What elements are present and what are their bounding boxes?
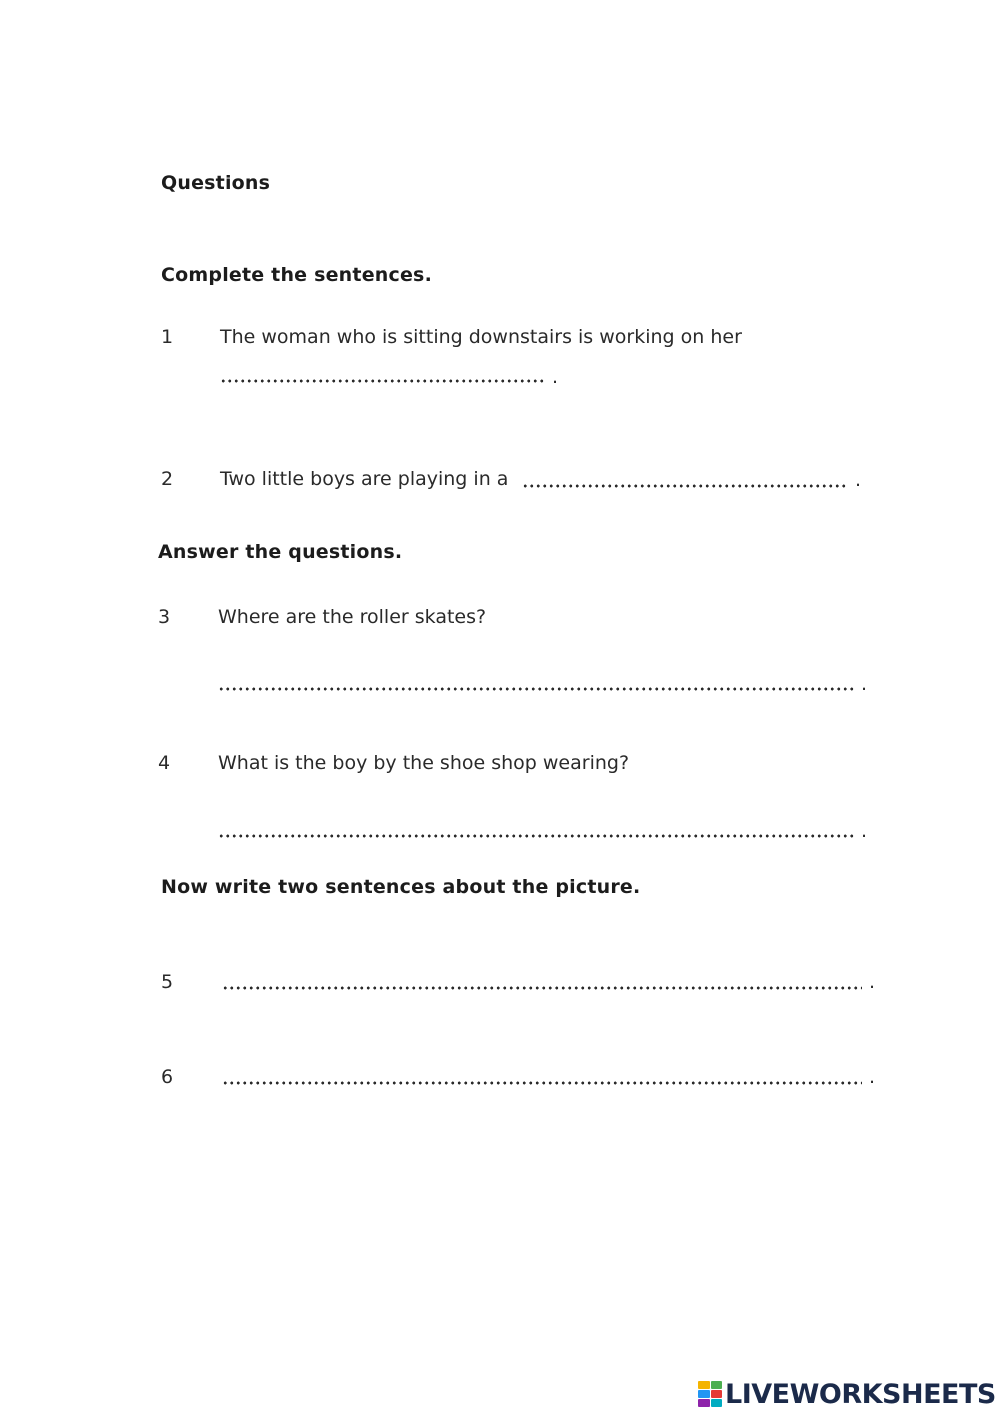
answer-blank-1[interactable] (220, 379, 545, 383)
question-number-3: 3 (158, 606, 171, 628)
answer-period-2: . (855, 469, 862, 491)
question-number-6: 6 (161, 1066, 174, 1088)
answer-period-1: . (552, 366, 559, 388)
answer-period-4: . (861, 820, 868, 842)
answer-blank-2[interactable] (522, 484, 848, 488)
worksheet-title: Questions (161, 172, 271, 194)
liveworksheets-logo-text: LIVEWORKSHEETS (725, 1378, 996, 1410)
question-number-2: 2 (161, 468, 174, 490)
answer-blank-3[interactable] (218, 687, 856, 691)
question-number-5: 5 (161, 971, 174, 993)
answer-period-5: . (869, 971, 876, 993)
liveworksheets-watermark (698, 1376, 996, 1412)
answer-period-3: . (861, 673, 868, 695)
answer-blank-6[interactable] (222, 1081, 862, 1085)
question-number-4: 4 (158, 752, 171, 774)
answer-blank-5[interactable] (222, 986, 862, 990)
section-heading-answer: Answer the questions. (158, 541, 403, 563)
question-number-1: 1 (161, 326, 174, 348)
liveworksheets-logo-icon (698, 1381, 722, 1407)
section-heading-write: Now write two sentences about the picture. (161, 876, 641, 898)
question-text-2: Two little boys are playing in a (220, 468, 509, 490)
answer-period-6: . (869, 1066, 876, 1088)
answer-blank-4[interactable] (218, 834, 856, 838)
question-text-4: What is the boy by the shoe shop wearing? (218, 752, 630, 774)
question-text-1: The woman who is sitting downstairs is working on her (220, 326, 742, 348)
question-text-3: Where are the roller skates? (218, 606, 487, 628)
section-heading-complete: Complete the sentences. (161, 264, 432, 286)
